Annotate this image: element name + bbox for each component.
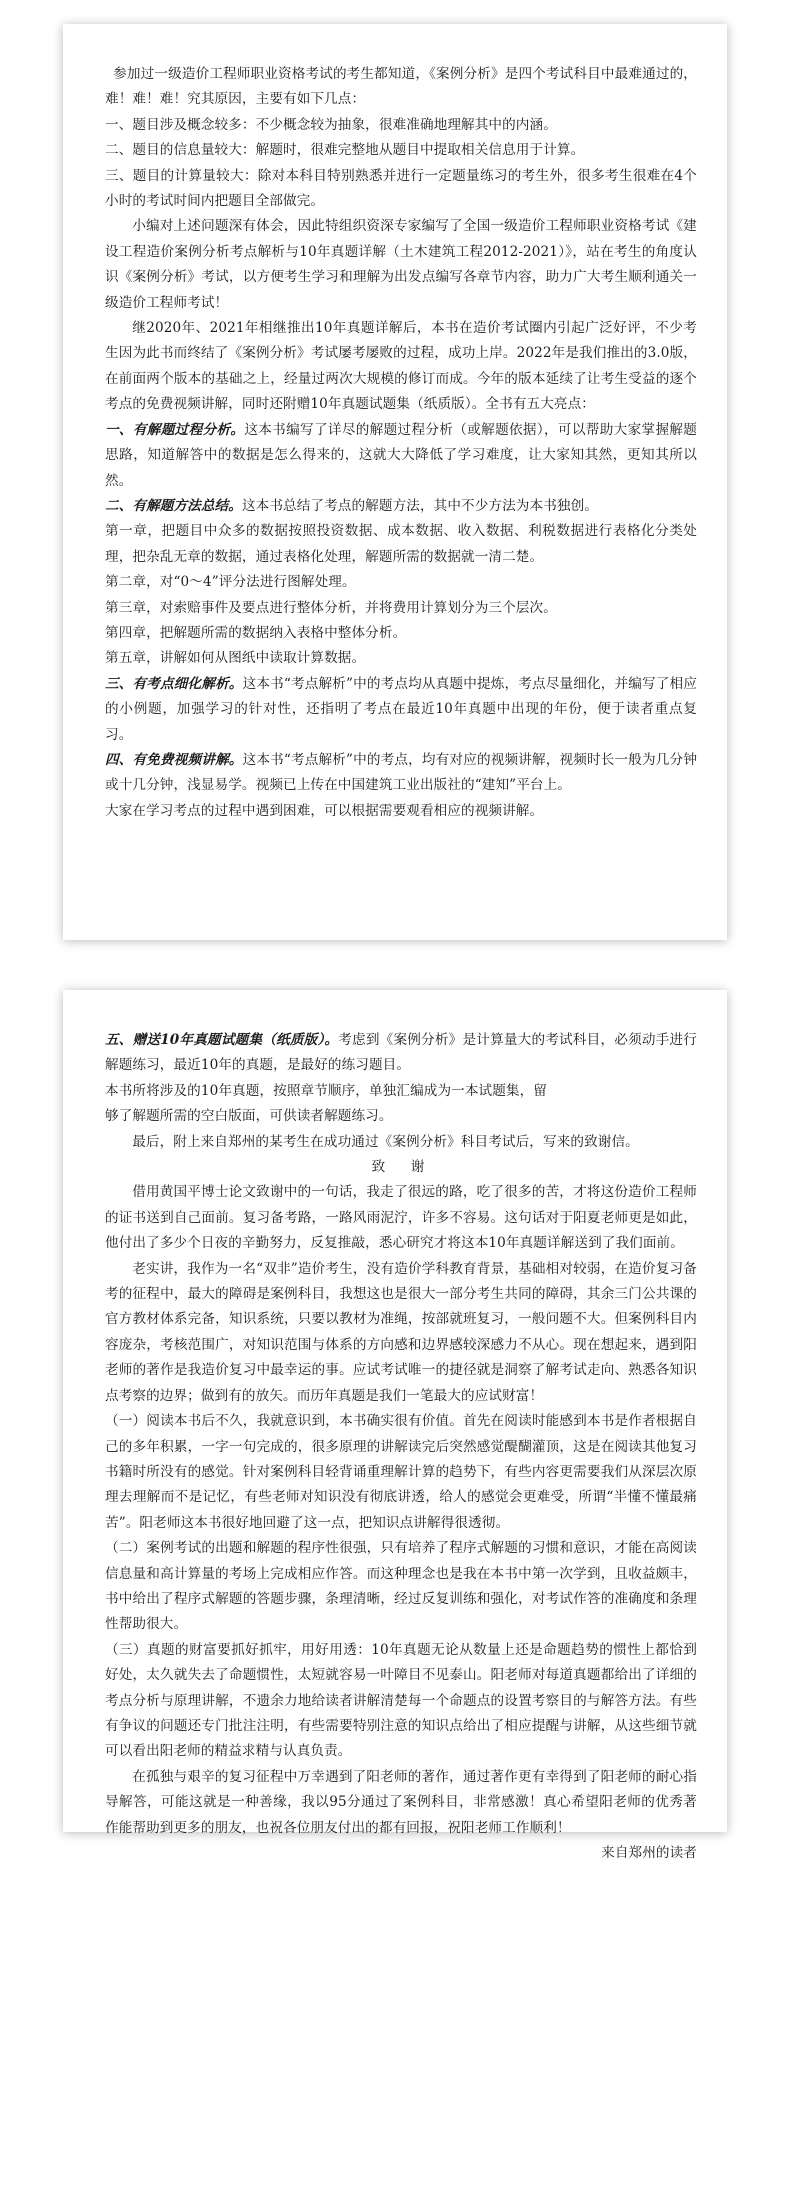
chapter-item: 第一章，把题目中众多的数据按照投资数据、成本数据、收入数据、利税数据进行表格化分类处理，把杂乱无章的数据，通过表格化处理，解题所需的数据就一清二楚。	[105, 523, 697, 565]
letter-paragraph: （一）阅读本书后不久，我就意识到，本书确实很有价值。首先在阅读时能感到本书是作者根据自己的多年积累，一字一句完成的，很多原理的讲解读完后突然感觉醍醐灌顶，这是在阅读其他复习书籍时所没有的感觉。针对案例科目轻背诵重理解计算的趋势下，有些内容更需要我们从深层次原理去理解而不是记忆，有些老师对知识没有彻底讲透，给人的感觉会更难受，所谓“半懂不懂最痛苦”。阳老师这本书很好地回避了这一点，把知识点讲解得很透彻。	[105, 1413, 697, 1531]
reason-item: 二、题目的信息量较大：解题时，很难完整地从题目中提取相关信息用于计算。	[105, 142, 585, 159]
letter-paragraph: （三）真题的财富要抓好抓牢，用好用透：10年真题无论从数量上还是命题趋势的惯性上都恰到好处，太久就失去了命题惯性，太短就容易一叶障目不见泰山。阳老师对每道真题都给出了详细的考点分析与原理讲解，不遗余力地给读者讲解清楚每一个命题点的设置考察目的与解答方法。有些有争议的问题还专门批注注明，有些需要特别注意的知识点给出了相应提醒与讲解，从这些细节就可以看出阳老师的精益求精与认真负责。	[105, 1641, 697, 1760]
chapter-item: 第二章，对“0～4”评分法进行图解处理。	[105, 574, 356, 591]
highlight-2	[105, 494, 697, 519]
highlight-4-title: 四、有免费视频讲解。	[105, 751, 243, 768]
highlight-5	[105, 1028, 697, 1079]
letter-paragraph: 在孤独与艰辛的复习征程中万幸遇到了阳老师的著作，通过著作更有幸得到了阳老师的耐心指导解答，可能这就是一种善缘，我以95分通过了案例科目，非常感激！真心希望阳老师的优秀著作能帮助到更多的朋友，也祝各位朋友付出的都有回报，祝阳老师工作顺利！	[105, 1768, 697, 1836]
document-page-1	[63, 24, 727, 940]
document-page-2	[63, 990, 727, 1861]
reason-item: 一、题目涉及概念较多：不少概念较为抽象，很难准确地理解其中的内涵。	[105, 116, 557, 133]
highlight-2-title: 二、有解题方法总结。	[105, 497, 242, 514]
highlight-5-title: 五、赠送10年真题试题集（纸质版）。	[105, 1032, 339, 1048]
letter-signature: 来自郑州的读者	[601, 1845, 697, 1861]
highlight-2-text: 这本书总结了考点的解题方法，其中不少方法为本书独创。	[241, 497, 598, 514]
editor-paragraph: 小编对上述问题深有体会，因此特组织资深专家编写了全国一级造价工程师职业资格考试《建设工程造价案例分析考点解析与10年真题详解（土木建筑工程2012-2021）》，站在考生的角度认识《案例分析》考试，以方便考生学习和理解为出发点编写各章节内容，助力广大考生顺利通关一级造价工程师考试！	[105, 218, 697, 311]
letter-paragraph: 借用黄国平博士论文致谢中的一句话，我走了很远的路，吃了很多的苦，才将这份造价工程师的证书送到自己面前。复习备考路，一路风雨泥泞，许多不容易。这句话对于阳夏老师更是如此，他付出了多少个日夜的辛勤努力，反复推敲，悉心研究才将这本10年真题详解送到了我们面前。	[105, 1184, 697, 1252]
highlight-5-line: 够了解题所需的空白版面，可供读者解题练习。	[105, 1108, 393, 1125]
highlight-3-title: 三、有考点细化解析。	[105, 675, 243, 692]
highlight-1-text: 这本书编写了详尽的解题过程分析（或解题依据），可以帮助大家掌握解题思路，知道解答中的数据是怎么得来的，这就大大降低了学习难度，让大家知其然，更知其所以然。	[105, 421, 697, 489]
thanks-title: 致 谢	[371, 1159, 431, 1176]
highlight-4-text: 这本书“考点解析”中的考点，均有对应的视频讲解，视频时长一般为几分钟或十几分钟，浅显易学。视频已上传在中国建筑工业出版社的“建知”平台上。	[105, 751, 698, 794]
highlight-3	[105, 672, 697, 748]
letter-paragraph: 老实讲，我作为一名“双非”造价考生，没有造价学科教育背景，基础相对较弱，在造价复习备考的征程中，最大的障碍是案例科目，我想这也是很大一部分考生共同的障碍，其余三门公共课的官方教材体系完备，知识系统，只要以教材为准绳，按部就班复习，一般问题不大。但案例科目内容庞杂，考核范围广，对知识范围与体系的方向感和边界感较深感力不从心。现在想起来，遇到阳老师的著作是我造价复习中最幸运的事。应试考试唯一的捷径就是洞察了解考试走向、熟悉各知识点考察的边界；做到有的放矢。而历年真题是我们一笔最大的应试财富！	[105, 1260, 697, 1404]
closing-paragraph: 大家在学习考点的过程中遇到困难，可以根据需要观看相应的视频讲解。	[105, 802, 544, 819]
chapter-item: 第四章，把解题所需的数据纳入表格中整体分析。	[105, 624, 407, 641]
chapter-item: 第三章，对索赔事件及要点进行整体分析，并将费用计算划分为三个层次。	[105, 599, 557, 616]
letter-paragraph: （二）案例考试的出题和解题的程序性很强，只有培养了程序式解题的习惯和意识，才能在高阅读信息量和高计算量的考场上完成相应作答。而这种理念也是我在本书中第一次学到，且收益颇丰，书中给出了程序式解题的答题步骤，条理清晰，经过反复训练和强化，对考试作答的准确度和条理性帮助很大。	[105, 1540, 697, 1633]
highlight-5-text: 考虑到《案例分析》是计算量大的考试科目，必须动手进行解题练习，最近10年的真题，是最好的练习题目。	[105, 1032, 697, 1074]
highlight-3-text: 这本书“考点解析”中的考点均从真题中提炼，考点尽量细化，并编写了相应的小例题，加强学习的针对性，还指明了考点在最近10年真题中出现的年份，便于读者重点复习。	[105, 675, 698, 743]
intro-paragraph: 参加过一级造价工程师职业资格考试的考生都知道，《案例分析》是四个考试科目中最难通过的，难！难！难！究其原因，主要有如下几点：	[105, 66, 697, 108]
letter-intro: 最后，附上来自郑州的某考生在成功通过《案例分析》科目考试后，写来的致谢信。	[132, 1133, 639, 1150]
highlight-1-title: 一、有解题过程分析。	[105, 421, 245, 438]
reason-item: 三、题目的计算量较大：除对本科目特别熟悉并进行一定题量练习的考生外，很多考生很难在4个小时的考试时间内把题目全部做完。	[105, 167, 697, 210]
highlight-1	[105, 418, 697, 494]
chapter-item: 第五章，讲解如何从图纸中读取计算数据。	[105, 650, 366, 667]
highlight-5-line: 本书所将涉及的10年真题，按照章节顺序，单独汇编成为一本试题集，留	[105, 1082, 548, 1099]
history-paragraph: 继2020年、2021年相继推出10年真题详解后，本书在造价考试圈内引起广泛好评，不少考生因为此书而终结了《案例分析》考试屡考屡败的过程，成功上岸。2022年是我们推出的3.0版，在前面两个版本的基础之上，经量过两次大规模的修订而成。今年的版本延续了让考生受益的逐个考点的免费视频讲解，同时还附赠10年真题试题集（纸质版）。全书有五大亮点：	[105, 320, 697, 413]
highlight-4	[105, 748, 697, 799]
